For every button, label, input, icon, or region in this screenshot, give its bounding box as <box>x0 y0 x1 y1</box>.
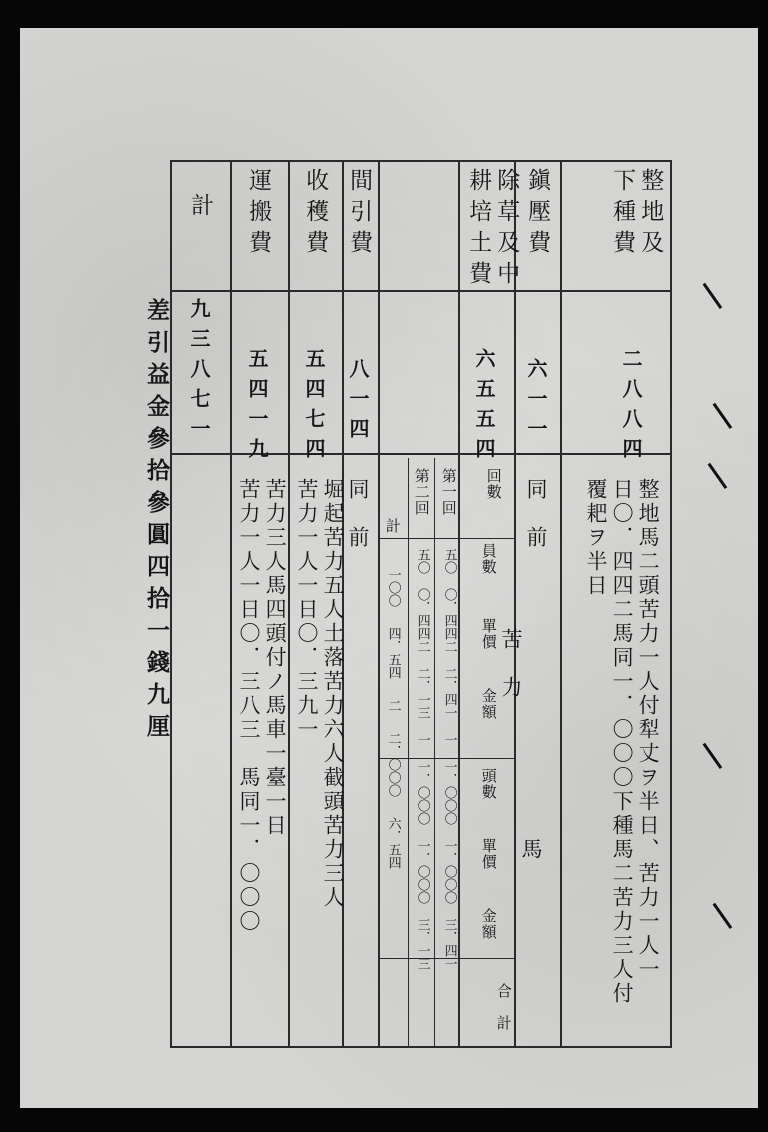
detail-subheaders <box>480 543 496 575</box>
amount-weeding <box>473 348 494 468</box>
col-rule <box>514 160 516 1048</box>
row-thinning <box>347 168 371 261</box>
row-label: 整地及 <box>637 168 664 261</box>
detail-cell: 五〇 <box>414 548 430 574</box>
amount-transport <box>246 348 267 468</box>
binding-mark <box>703 737 731 769</box>
col-rule <box>378 160 380 1048</box>
remark: 苦力三人馬四頭付ノ馬車一臺一日 <box>263 478 288 838</box>
detail-subheader: 頭數 <box>479 768 498 800</box>
remark-harvest <box>296 478 344 910</box>
detail-header: 回數 <box>484 468 503 500</box>
remark: 同 前 <box>346 478 371 550</box>
row-label: 收穫費 <box>302 168 329 261</box>
detail-subheader: 員數 <box>479 543 498 575</box>
row-seeding <box>610 168 662 261</box>
row-label: 除草及中 <box>493 168 520 292</box>
col-rule <box>458 160 460 1048</box>
detail-cell: 〇．四四二 <box>414 588 430 653</box>
binding-mark <box>703 277 731 309</box>
row-weeding <box>466 168 518 292</box>
detail-cell: 一 <box>441 733 457 746</box>
amount: 八一四 <box>346 358 370 448</box>
document-page <box>20 28 758 1108</box>
binding-mark <box>713 397 741 429</box>
detail-cell: 一〇〇 <box>385 568 401 607</box>
detail-cell: 一．〇〇〇 <box>441 760 457 825</box>
col-rule <box>288 160 290 1048</box>
detail-uma-header <box>520 838 542 862</box>
row-rolling <box>525 168 549 261</box>
amount: 二八八四 <box>619 348 643 468</box>
table-header-divider <box>170 290 670 292</box>
detail-cell: 二．四一 <box>441 667 457 719</box>
detail-rule <box>378 538 514 539</box>
remark: 苦力一人一日〇．三九一 <box>295 478 320 742</box>
row-transport <box>246 168 270 261</box>
detail-subheaders <box>480 618 496 650</box>
detail-subheaders <box>480 908 496 940</box>
detail-row-total-values <box>386 568 400 869</box>
detail-row-2-values <box>415 548 429 970</box>
remark-seeding <box>585 478 659 1006</box>
detail-row-1-values <box>442 548 456 970</box>
remark: 堀起苦力五人土落苦力六人截頭苦力三人 <box>321 478 346 910</box>
detail-header: 合 計 <box>494 983 513 1031</box>
detail-cell: 三．一三 <box>414 918 430 970</box>
detail-cell: 一 <box>414 733 430 746</box>
detail-subheaders <box>480 688 496 720</box>
detail-subheader: 金額 <box>479 908 498 940</box>
detail-rule <box>408 458 409 1046</box>
detail-cell: 二 <box>385 699 401 712</box>
row-label: 計 <box>187 193 214 224</box>
row-label: 間引費 <box>346 168 373 261</box>
amount: 六一一 <box>524 358 548 448</box>
detail-cell: 六．五四 <box>385 817 401 869</box>
remark: 整地馬二頭苦力一人付犁丈ヲ半日、苦力一人一 <box>636 478 661 982</box>
row-total <box>188 193 212 224</box>
detail-row-total <box>384 518 400 534</box>
detail-row-2 <box>413 468 429 516</box>
col-rule <box>230 160 232 1048</box>
detail-header: 苦 力 <box>499 628 524 700</box>
col-rule <box>670 160 672 1048</box>
amount-harvest <box>303 348 324 468</box>
detail-row-label: 第二回 <box>412 468 431 516</box>
amount-seeding <box>620 348 641 468</box>
detail-kaisu-header <box>485 468 501 500</box>
table-top-border <box>170 160 670 162</box>
detail-rule <box>434 458 435 1046</box>
detail-subheaders <box>480 768 496 800</box>
detail-cell: 一．〇〇〇 <box>441 839 457 904</box>
remark: 同 前 <box>524 478 549 550</box>
amount: 九三八七一 <box>187 298 211 448</box>
detail-kuri-header <box>500 628 522 700</box>
detail-cell: 四．五四 <box>385 627 401 679</box>
detail-row-1 <box>440 468 456 516</box>
detail-cell: 一．〇〇〇 <box>414 839 430 904</box>
row-label: 鎭壓費 <box>524 168 551 261</box>
remark: 日〇．四四二馬同一．〇〇〇下種馬二苦力三人付 <box>610 478 635 1006</box>
row-label: 下種費 <box>609 168 636 261</box>
detail-header: 馬 <box>519 838 544 862</box>
amount-total <box>188 298 209 448</box>
detail-cell: 三．四一 <box>441 918 457 970</box>
detail-gokei-header <box>495 983 511 1031</box>
net-profit-line: 差引益金參拾參圓四拾一錢九厘 <box>143 298 170 746</box>
detail-subheaders <box>480 838 496 870</box>
detail-cell: 一．〇〇〇 <box>414 760 430 825</box>
remark: 覆耙ヲ半日 <box>584 478 609 598</box>
remark-rolling <box>525 478 547 550</box>
row-harvest <box>303 168 327 261</box>
amount-rolling <box>525 358 546 448</box>
remark-thinning <box>347 478 369 550</box>
detail-subheader: 金額 <box>479 688 498 720</box>
row-label: 耕培土費 <box>465 168 492 292</box>
detail-row-label: 計 <box>383 518 402 534</box>
amount: 五四七四 <box>302 348 326 468</box>
table-bottom-border <box>170 1046 670 1048</box>
binding-mark <box>713 897 741 929</box>
binding-mark <box>708 457 736 489</box>
remark: 苦力一人一日〇．三八三 馬同一．〇〇〇 <box>237 478 262 934</box>
detail-cell: 二．一三 <box>414 667 430 719</box>
col-rule <box>560 160 562 1048</box>
detail-cell: 二．〇〇〇 <box>385 732 401 797</box>
detail-subheader: 單價 <box>479 618 498 650</box>
detail-subheader: 單價 <box>479 838 498 870</box>
detail-cell: 〇．四四二 <box>441 588 457 653</box>
row-label: 運搬費 <box>245 168 272 261</box>
detail-row-label: 第一回 <box>439 468 458 516</box>
remark-transport <box>238 478 286 934</box>
amount: 五四一九 <box>245 348 269 468</box>
detail-cell: 五〇 <box>441 548 457 574</box>
amount-thinning <box>347 358 368 448</box>
amount: 六五五四 <box>472 348 496 468</box>
